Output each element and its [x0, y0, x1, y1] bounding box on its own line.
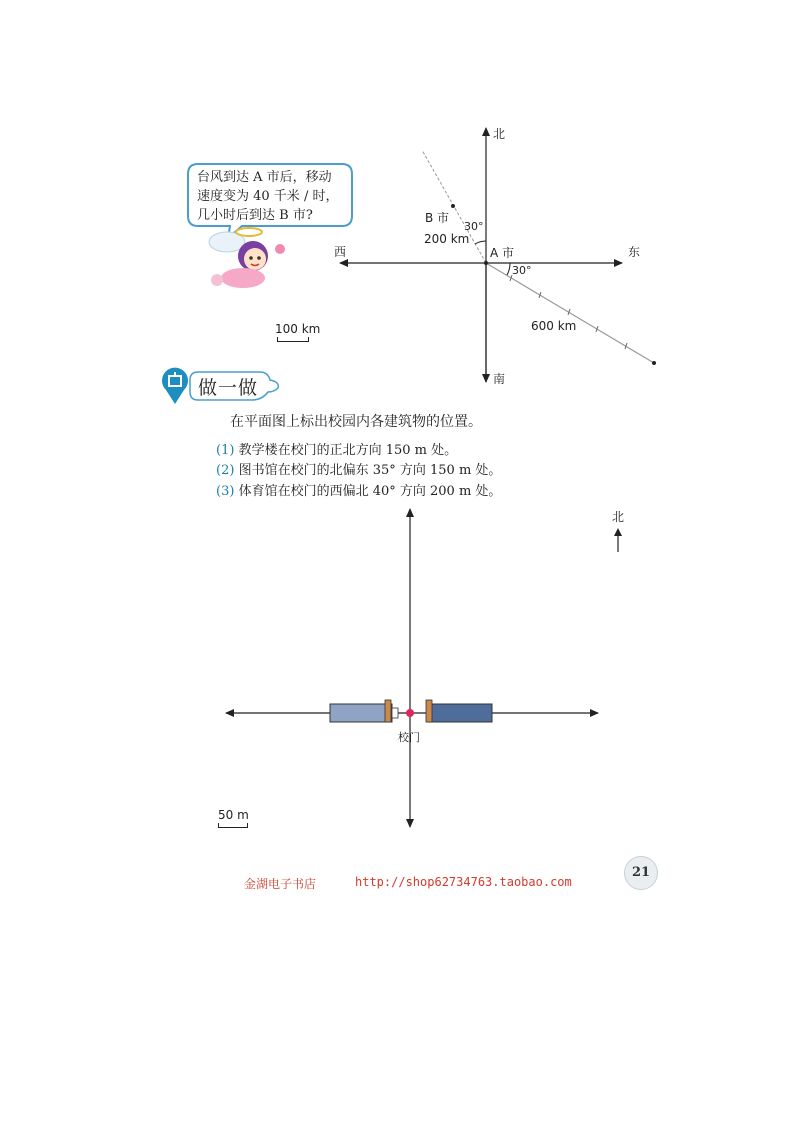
task-intro: 在平面图上标出校园内各建筑物的位置。 — [230, 414, 482, 430]
task-item-1-text: 教学楼在校门的正北方向 150 m 处。 — [238, 443, 458, 458]
south-label: 南 — [493, 372, 506, 386]
task-item-3 — [216, 480, 501, 499]
scale-bar-1 — [275, 322, 335, 342]
task-item-1-num: (1) — [216, 443, 235, 458]
scale-bar-2 — [218, 808, 278, 828]
east-label: 东 — [628, 245, 641, 259]
task-item-2-text: 图书馆在校门的北偏东 35° 方向 150 m 处。 — [238, 463, 502, 478]
bubble-line-2: 速度变为 40 千米 / 时， — [197, 189, 339, 204]
page-number-badge — [624, 856, 658, 890]
footer-url[interactable]: http://shop62734763.taobao.com — [355, 875, 572, 889]
gate-marker — [406, 709, 414, 717]
task-item-2 — [216, 459, 501, 478]
left-gate-building — [330, 704, 392, 722]
right-gate-building — [428, 704, 492, 722]
scale-bar-2-label: 50 m — [218, 808, 249, 822]
distance-southeast-label: 600 km — [531, 319, 577, 333]
angel-girl-icon — [205, 222, 295, 297]
gate-label: 校门 — [398, 731, 420, 744]
city-b-dot — [451, 204, 455, 208]
bubble-line-1: 台风到达 A 市后，移动 — [197, 170, 332, 185]
distance-b-label: 200 km — [424, 232, 470, 246]
north-arrow-icon — [612, 527, 624, 553]
task-item-3-num: (3) — [216, 484, 235, 499]
right-gate-pillar — [426, 700, 432, 722]
angle-upper-label: 30° — [464, 220, 484, 233]
north-label: 北 — [493, 127, 506, 141]
footer-shop-name: 金湖电子书店 — [244, 877, 317, 891]
angle-arc-upper — [475, 241, 486, 244]
campus-plan-diagram — [220, 505, 620, 835]
southeast-end-dot — [652, 361, 656, 365]
scale-bar-1-line — [277, 337, 309, 342]
north-indicator-label: 北 — [611, 510, 624, 524]
task-item-1 — [216, 439, 457, 458]
city-a-label: A 市 — [490, 246, 515, 260]
typhoon-direction-diagram — [330, 120, 670, 390]
page-number: 21 — [631, 865, 651, 880]
bubble-line-3: 几小时后到达 B 市? — [197, 208, 313, 223]
task-item-2-num: (2) — [216, 463, 235, 478]
west-label: 西 — [334, 245, 347, 259]
city-a-dot — [484, 261, 488, 265]
pencil-badge-icon — [160, 366, 190, 406]
southeast-ticks — [510, 275, 627, 349]
north-indicator — [608, 508, 628, 553]
city-b-label: B 市 — [425, 211, 450, 225]
task-item-3-text: 体育馆在校门的西偏北 40° 方向 200 m 处。 — [238, 484, 502, 499]
section-title: 做一做 — [198, 377, 259, 399]
scale-bar-1-label: 100 km — [275, 322, 321, 336]
angle-lower-label: 30° — [512, 264, 532, 277]
angle-arc-lower — [507, 263, 510, 275]
left-gate-door — [392, 708, 398, 718]
scale-bar-2-line — [218, 823, 248, 828]
left-gate-pillar — [385, 700, 391, 722]
